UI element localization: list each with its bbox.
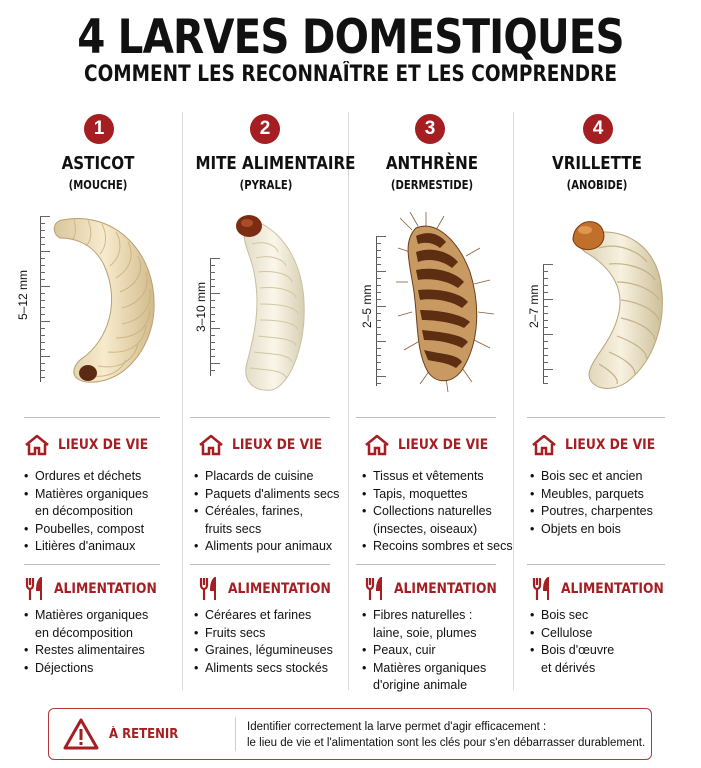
list-item: • Poubelles, compost [24, 521, 184, 539]
ruler-tick [210, 300, 215, 301]
size-label: 3–10 mm [194, 281, 208, 332]
ruler-tick [40, 349, 45, 350]
ruler-tick [543, 383, 548, 384]
ruler-tick [543, 313, 548, 314]
ruler-tick [40, 356, 50, 357]
ruler-tick [376, 306, 386, 307]
maggot-larva-image [52, 210, 162, 390]
ruler-tick [210, 328, 220, 329]
ruler-tick [376, 299, 381, 300]
habitat-list [362, 468, 522, 556]
list-item: • Peaux, cuir [362, 642, 522, 660]
ruler-tick [376, 383, 381, 384]
ruler-tick [543, 348, 548, 349]
ruler-tick [376, 320, 381, 321]
house-icon [198, 434, 224, 456]
list-item: • Ordures et déchets [24, 468, 184, 486]
habitat-list [194, 468, 354, 556]
ruler-tick [40, 223, 45, 224]
list-item: • Poutres, charpentes [530, 503, 690, 521]
habitat-list [530, 468, 690, 538]
list-item: • Paquets d'aliments secs [194, 486, 354, 504]
list-item: • Meubles, parquets [530, 486, 690, 504]
ruler-tick [543, 355, 548, 356]
ruler-tick [543, 285, 548, 286]
food-heading [531, 577, 678, 601]
larva-name: MITE ALIMENTAIRE [195, 153, 356, 174]
ruler-tick [543, 271, 548, 272]
list-item: • Matières organiques en décomposition [24, 607, 184, 642]
ruler-tick [543, 299, 553, 300]
ruler-tick [210, 286, 215, 287]
habitat-heading [364, 434, 500, 456]
key-takeaway-text [247, 719, 647, 751]
ruler-tick [376, 341, 386, 342]
list-item: • Céréares et farines [194, 607, 354, 625]
ruler-tick [543, 327, 548, 328]
habitat-label: LIEUX DE VIE [565, 437, 656, 453]
note-line: Identifier correctement la larve permet d'agir efficacement : [247, 721, 547, 733]
ruler-tick [40, 230, 45, 231]
note-separator [235, 717, 236, 751]
ruler-tick [543, 320, 548, 321]
house-icon [531, 434, 557, 456]
ruler-tick [376, 257, 381, 258]
habitat-label: LIEUX DE VIE [398, 437, 489, 453]
section-divider [356, 417, 496, 418]
ruler-tick [376, 327, 381, 328]
ruler-tick [40, 342, 45, 343]
list-item: • Restes alimentaires [24, 642, 184, 660]
ruler-tick [543, 306, 548, 307]
page-subtitle: COMMENT LES RECONNAÎTRE ET LES COMPRENDRE [84, 62, 617, 87]
ruler-tick [210, 349, 215, 350]
ruler-tick [40, 335, 45, 336]
ruler-tick [40, 370, 45, 371]
ruler-tick [40, 328, 45, 329]
larva-scientific-name: (ANOBIDE) [566, 178, 628, 192]
fork-knife-icon [364, 577, 386, 601]
food-list [194, 607, 354, 677]
ruler-tick [376, 313, 381, 314]
fork-knife-icon [198, 577, 220, 601]
ruler-tick [40, 286, 50, 287]
habitat-label: LIEUX DE VIE [58, 437, 149, 453]
food-label: ALIMENTATION [228, 581, 331, 597]
key-takeaway-title: À RETENIR [109, 727, 179, 742]
larva-number: 1 [84, 114, 114, 144]
ruler-tick [210, 370, 215, 371]
section-divider [24, 564, 160, 565]
list-item: • Cellulose [530, 625, 690, 643]
ruler-tick [376, 355, 381, 356]
habitat-list [24, 468, 184, 556]
list-item: • Placards de cuisine [194, 468, 354, 486]
ruler-tick [40, 258, 45, 259]
larva-number: 2 [250, 114, 280, 144]
section-divider [190, 417, 330, 418]
larva-name: ANTHRÈNE [385, 153, 479, 174]
ruler-tick [210, 307, 215, 308]
food-list [362, 607, 522, 695]
food-label: ALIMENTATION [394, 581, 497, 597]
larva-name: VRILLETTE [552, 153, 642, 174]
section-divider [24, 417, 160, 418]
section-divider [527, 417, 665, 418]
ruler-tick [40, 293, 45, 294]
ruler-tick [40, 377, 45, 378]
ruler-tick [543, 292, 548, 293]
ruler-tick [40, 321, 50, 322]
ruler-tick [210, 335, 215, 336]
ruler-tick [376, 292, 381, 293]
size-label: 5–12 mm [16, 269, 30, 320]
list-item: • Bois sec [530, 607, 690, 625]
ruler-tick [210, 363, 220, 364]
larva-scientific-name: (MOUCHE) [68, 178, 128, 192]
larva-number: 3 [415, 114, 445, 144]
larva-scientific-name: (PYRALE) [239, 178, 293, 192]
ruler-tick [40, 300, 45, 301]
food-label: ALIMENTATION [561, 581, 664, 597]
ruler-tick [40, 363, 45, 364]
list-item: • Collections naturelles (insectes, oiseaux) [362, 503, 522, 538]
ruler-tick [376, 376, 386, 377]
list-item: • Bois d'œuvre et dérivés [530, 642, 690, 677]
larva-card-anthrene [348, 112, 516, 693]
ruler-tick [376, 278, 381, 279]
habitat-label: LIEUX DE VIE [232, 437, 323, 453]
ruler-tick [376, 271, 386, 272]
note-line: le lieu de vie et l'alimentation sont les clés pour s'en débarrasser durablement. [247, 737, 646, 749]
warning-icon [63, 717, 99, 751]
ruler-tick [210, 265, 215, 266]
ruler-tick [376, 348, 381, 349]
ruler-tick [376, 334, 381, 335]
food-heading [24, 577, 171, 601]
list-item: • Graines, légumineuses [194, 642, 354, 660]
woodworm-larva-image [569, 212, 673, 394]
ruler-tick [40, 216, 50, 217]
ruler-tick [40, 237, 45, 238]
key-takeaway-box [48, 708, 652, 760]
ruler-tick [40, 279, 45, 280]
house-icon [24, 434, 50, 456]
section-divider [356, 564, 496, 565]
larva-scientific-name: (DERMESTIDE) [390, 178, 474, 192]
ruler-tick [376, 369, 381, 370]
ruler-tick [40, 272, 45, 273]
list-item: • Aliments pour animaux [194, 538, 354, 556]
ruler-tick [40, 307, 45, 308]
list-item: • Céréales, farines, fruits secs [194, 503, 354, 538]
ruler-tick [376, 285, 381, 286]
food-heading [198, 577, 345, 601]
list-item: • Fruits secs [194, 625, 354, 643]
ruler-tick [40, 244, 45, 245]
list-item: • Objets en bois [530, 521, 690, 539]
list-item: • Matières organiques en décomposition [24, 486, 184, 521]
list-item: • Recoins sombres et secs [362, 538, 522, 556]
ruler-tick [543, 264, 553, 265]
fork-knife-icon [531, 577, 553, 601]
size-label: 2–7 mm [527, 284, 541, 328]
ruler-tick [210, 321, 215, 322]
size-label: 2–5 mm [360, 284, 374, 328]
ruler-tick [543, 341, 548, 342]
ruler-tick [210, 279, 215, 280]
ruler-tick [210, 314, 215, 315]
ruler-tick [40, 265, 45, 266]
habitat-heading [24, 434, 160, 456]
food-list [530, 607, 690, 677]
list-item: • Aliments secs stockés [194, 660, 354, 678]
ruler-tick [376, 362, 381, 363]
list-item: • Matières organiques d'origine animale [362, 660, 522, 695]
ruler-tick [40, 314, 45, 315]
larva-card-mite-alimentaire [182, 112, 356, 690]
pantry-moth-larva-image [232, 212, 322, 394]
ruler-tick [543, 376, 548, 377]
ruler-tick [210, 342, 215, 343]
house-icon [364, 434, 390, 456]
ruler-tick [376, 264, 381, 265]
carpet-beetle-larva-image [396, 212, 500, 392]
ruler-tick [543, 278, 548, 279]
habitat-heading [198, 434, 334, 456]
larva-card-vrillette [513, 112, 681, 690]
section-divider [527, 564, 665, 565]
food-heading [364, 577, 511, 601]
ruler-tick [40, 251, 50, 252]
ruler-tick [376, 243, 381, 244]
ruler-tick [543, 362, 548, 363]
ruler-tick [543, 369, 553, 370]
food-label: ALIMENTATION [54, 581, 157, 597]
larva-card-asticot [14, 112, 182, 690]
fork-knife-icon [24, 577, 46, 601]
larva-number: 4 [583, 114, 613, 144]
ruler-tick [376, 236, 386, 237]
ruler-tick [210, 272, 215, 273]
list-item: • Tapis, moquettes [362, 486, 522, 504]
food-list [24, 607, 184, 677]
list-item: • Bois sec et ancien [530, 468, 690, 486]
list-item: • Fibres naturelles : laine, soie, plumes [362, 607, 522, 642]
list-item: • Déjections [24, 660, 184, 678]
ruler-tick [210, 258, 220, 259]
ruler-tick [376, 250, 381, 251]
ruler-tick [210, 293, 220, 294]
section-divider [190, 564, 330, 565]
page-title: 4 LARVES DOMESTIQUES [77, 10, 624, 65]
ruler-tick [543, 334, 553, 335]
ruler-tick [210, 356, 215, 357]
larva-name: ASTICOT [61, 153, 135, 174]
list-item: • Tissus et vêtements [362, 468, 522, 486]
habitat-heading [531, 434, 667, 456]
list-item: • Litières d'animaux [24, 538, 184, 556]
